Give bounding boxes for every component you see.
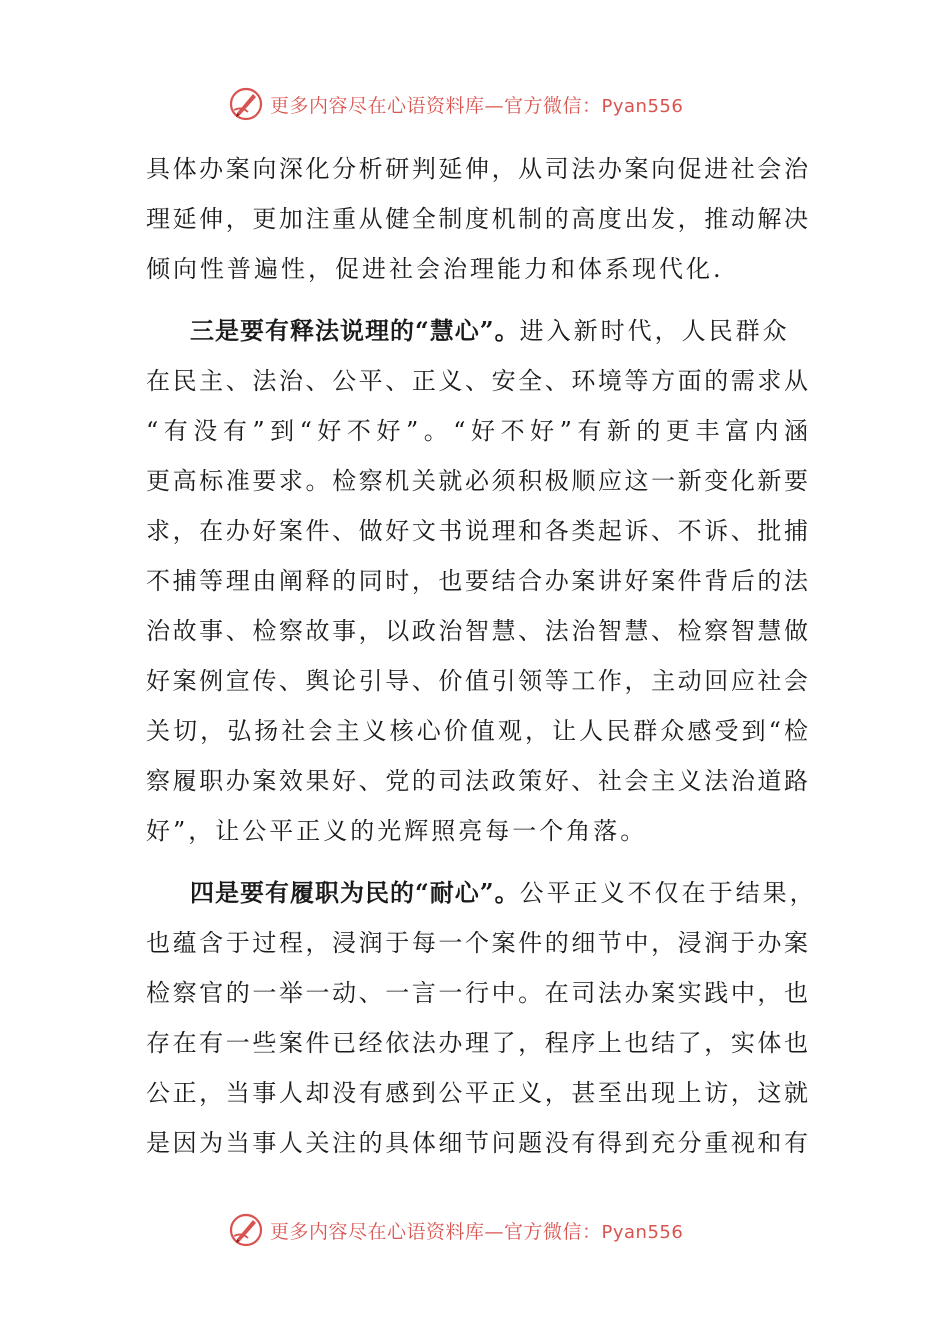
- text-line: 公正，当事人却没有感到公平正义，甚至出现上访，这就: [146, 1079, 808, 1107]
- text-line: 求，在办好案件、做好文书说理和各类起诉、不诉、批捕: [146, 517, 808, 545]
- header-watermark: [228, 84, 728, 124]
- text-line: 是因为当事人关注的具体细节问题没有得到充分重视和有: [146, 1129, 808, 1157]
- footer-watermark: [228, 1210, 728, 1250]
- paragraph-heading-line: [146, 306, 808, 356]
- text-line: 倾向性普遍性，促进社会治理能力和体系现代化.: [146, 255, 724, 283]
- text-line: 好案例宣传、舆论引导、价值引领等工作，主动回应社会: [146, 667, 808, 695]
- pen-logo-icon: [228, 86, 264, 122]
- paragraph-heading: 三是要有释法说理的“慧心”。: [190, 316, 520, 345]
- text-line: “有没有”到“好不好”。“好不好”有新的更丰富内涵: [146, 417, 808, 445]
- pen-logo-icon: [228, 1212, 264, 1248]
- text-line: 关切，弘扬社会主义核心价值观，让人民群众感受到“检: [146, 717, 808, 745]
- text-line: 检察官的一举一动、一言一行中。在司法办案实践中，也: [146, 979, 808, 1007]
- text-line: 在民主、法治、公平、正义、安全、环境等方面的需求从: [146, 367, 808, 395]
- text-line: 存在有一些案件已经依法办理了，程序上也结了，实体也: [146, 1029, 808, 1057]
- watermark-text: 更多内容尽在心语资料库—官方微信：Pyan556: [270, 94, 684, 117]
- text-line: 也蕴含于过程，浸润于每一个案件的细节中，浸润于办案: [146, 929, 808, 957]
- text-line: 好”，让公平正义的光辉照亮每一个角落。: [146, 817, 648, 845]
- paragraph-heading: 四是要有履职为民的“耐心”。: [190, 878, 520, 907]
- watermark-text: 更多内容尽在心语资料库—官方微信：Pyan556: [270, 1220, 684, 1243]
- text-run: 进入新时代，人民群众: [519, 317, 790, 345]
- text-line: 理延伸，更加注重从健全制度机制的高度出发，推动解决: [146, 205, 808, 233]
- paragraph-heading-line: [146, 868, 817, 918]
- text-run: 公平正义不仅在于结果，: [519, 879, 817, 907]
- text-line: 具体办案向深化分析研判延伸，从司法办案向促进社会治: [146, 155, 808, 183]
- text-line: 不捕等理由阐释的同时，也要结合办案讲好案件背后的法: [146, 567, 808, 595]
- document-body: [146, 144, 817, 1168]
- text-line: 察履职办案效果好、党的司法政策好、社会主义法治道路: [146, 767, 808, 795]
- text-line: 更高标准要求。检察机关就必须积极顺应这一新变化新要: [146, 467, 808, 495]
- text-line: 治故事、检察故事，以政治智慧、法治智慧、检察智慧做: [146, 617, 808, 645]
